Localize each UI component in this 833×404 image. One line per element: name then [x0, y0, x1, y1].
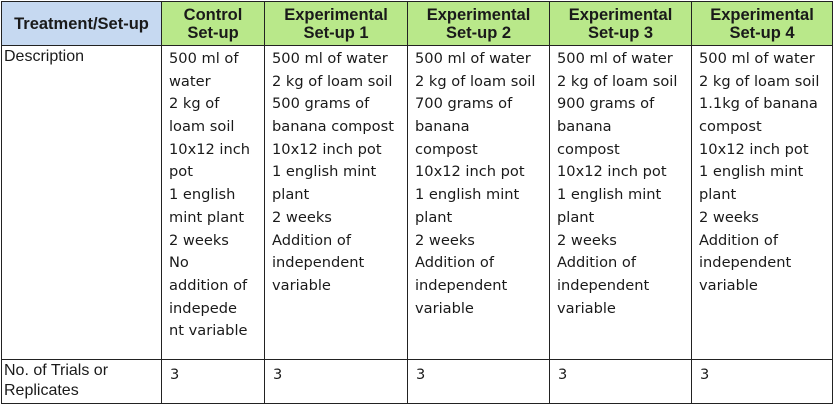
header-line1: Experimental [426, 5, 531, 24]
description-line: water [169, 72, 211, 90]
description-line: independent [415, 276, 508, 294]
description-line: plant [272, 186, 310, 204]
description-line: mint plant [169, 208, 245, 226]
header-line1: Control [183, 5, 243, 24]
description-line: Addition of [272, 231, 351, 249]
trials-cell-setup-3 [550, 360, 692, 404]
description-line: 2 kg of loam soil [699, 72, 820, 90]
trials-cell-setup-1 [265, 360, 408, 404]
description-line: variable [415, 299, 474, 317]
description-line: plant [557, 208, 595, 226]
description-line: 500 ml of [169, 50, 239, 67]
trials-value: 3 [170, 366, 180, 383]
header-row [2, 2, 833, 46]
description-label: Description [2, 46, 162, 360]
description-line: independent [557, 276, 650, 294]
description-line: 10x12 inch pot [415, 163, 525, 181]
header-line1: Experimental [710, 5, 814, 24]
description-line: plant [415, 208, 453, 226]
description-line: pot [169, 163, 193, 181]
description-line: 900 grams of [557, 95, 655, 113]
description-line: 1 english mint [272, 163, 377, 181]
description-line: 10x12 inch pot [557, 163, 667, 181]
header-line2: Set-up 2 [445, 23, 512, 42]
header-experimental-setup-3 [550, 2, 692, 46]
header-control-setup [162, 2, 265, 46]
description-line: 2 weeks [272, 208, 332, 226]
trials-value: 3 [416, 366, 426, 383]
description-line: independent [699, 254, 792, 272]
description-line: loam soil [169, 118, 235, 136]
description-line: 500 ml of water [699, 50, 815, 67]
trials-cell-setup-2 [408, 360, 550, 404]
description-line: 500 ml of water [557, 50, 673, 67]
header-line2: Set-up 1 [303, 23, 369, 42]
trials-cell-control [162, 360, 265, 404]
trials-value: 3 [558, 366, 568, 383]
description-line: 500 ml of water [272, 50, 388, 67]
description-line: 500 grams of [272, 95, 370, 113]
description-line: variable [699, 276, 758, 294]
description-line: banana [415, 118, 470, 136]
description-line: compost [699, 118, 762, 136]
description-line: banana [557, 118, 612, 136]
description-line: 2 weeks [169, 231, 229, 249]
description-line: Addition of [557, 254, 636, 272]
header-experimental-setup-4 [692, 2, 833, 46]
description-cell-setup-4 [692, 46, 833, 360]
trials-value: 3 [273, 366, 283, 383]
description-line: 10x12 inch pot [272, 140, 382, 158]
trials-label: No. of Trials or Replicates [2, 360, 162, 404]
description-line: 1.1kg of banana [699, 95, 818, 113]
description-line: 1 english mint [415, 186, 520, 204]
description-line: 1 english mint [699, 163, 804, 181]
trials-row [2, 360, 833, 404]
description-line: No [169, 254, 189, 272]
header-treatment: Treatment/Set-up [2, 2, 162, 46]
description-cell-setup-3 [550, 46, 692, 360]
description-cell-setup-1 [265, 46, 408, 360]
trials-value: 3 [700, 366, 710, 383]
header-line1: Experimental [284, 5, 388, 24]
description-line: 10x12 inch [169, 140, 250, 158]
header-line2: Set-up [187, 23, 239, 42]
description-line: 2 kg of loam soil [272, 72, 393, 90]
description-line: banana compost [272, 118, 394, 136]
description-line: independent [272, 254, 365, 272]
header-experimental-setup-1 [265, 2, 408, 46]
description-line: 2 weeks [415, 231, 475, 249]
trials-cell-setup-4 [692, 360, 833, 404]
description-cell-control [162, 46, 265, 360]
description-line: 10x12 inch pot [699, 140, 809, 158]
description-line: 2 kg of [169, 95, 220, 113]
description-line: 2 kg of loam soil [415, 72, 536, 90]
description-line: variable [272, 276, 331, 294]
header-line2: Set-up 3 [587, 23, 654, 42]
description-line: indepede [169, 299, 238, 317]
description-line: nt variable [169, 322, 248, 340]
description-line: variable [557, 299, 616, 317]
description-line: 1 english mint [557, 186, 662, 204]
description-line: 700 grams of [415, 95, 513, 113]
description-line: 1 english [169, 186, 236, 204]
description-line: 2 kg of loam soil [557, 72, 678, 90]
description-line: Addition of [699, 231, 778, 249]
description-line: plant [699, 186, 737, 204]
description-line: 500 ml of water [415, 50, 531, 67]
header-line1: Experimental [568, 5, 673, 24]
description-row [2, 46, 833, 360]
description-line: Addition of [415, 254, 494, 272]
description-line: 2 weeks [557, 231, 617, 249]
comparison-table [1, 1, 833, 404]
description-line: addition of [169, 276, 248, 294]
description-line: compost [557, 140, 620, 158]
description-line: 2 weeks [699, 208, 759, 226]
header-experimental-setup-2 [408, 2, 550, 46]
description-line: compost [415, 140, 478, 158]
description-cell-setup-2 [408, 46, 550, 360]
header-line2: Set-up 4 [729, 23, 795, 42]
